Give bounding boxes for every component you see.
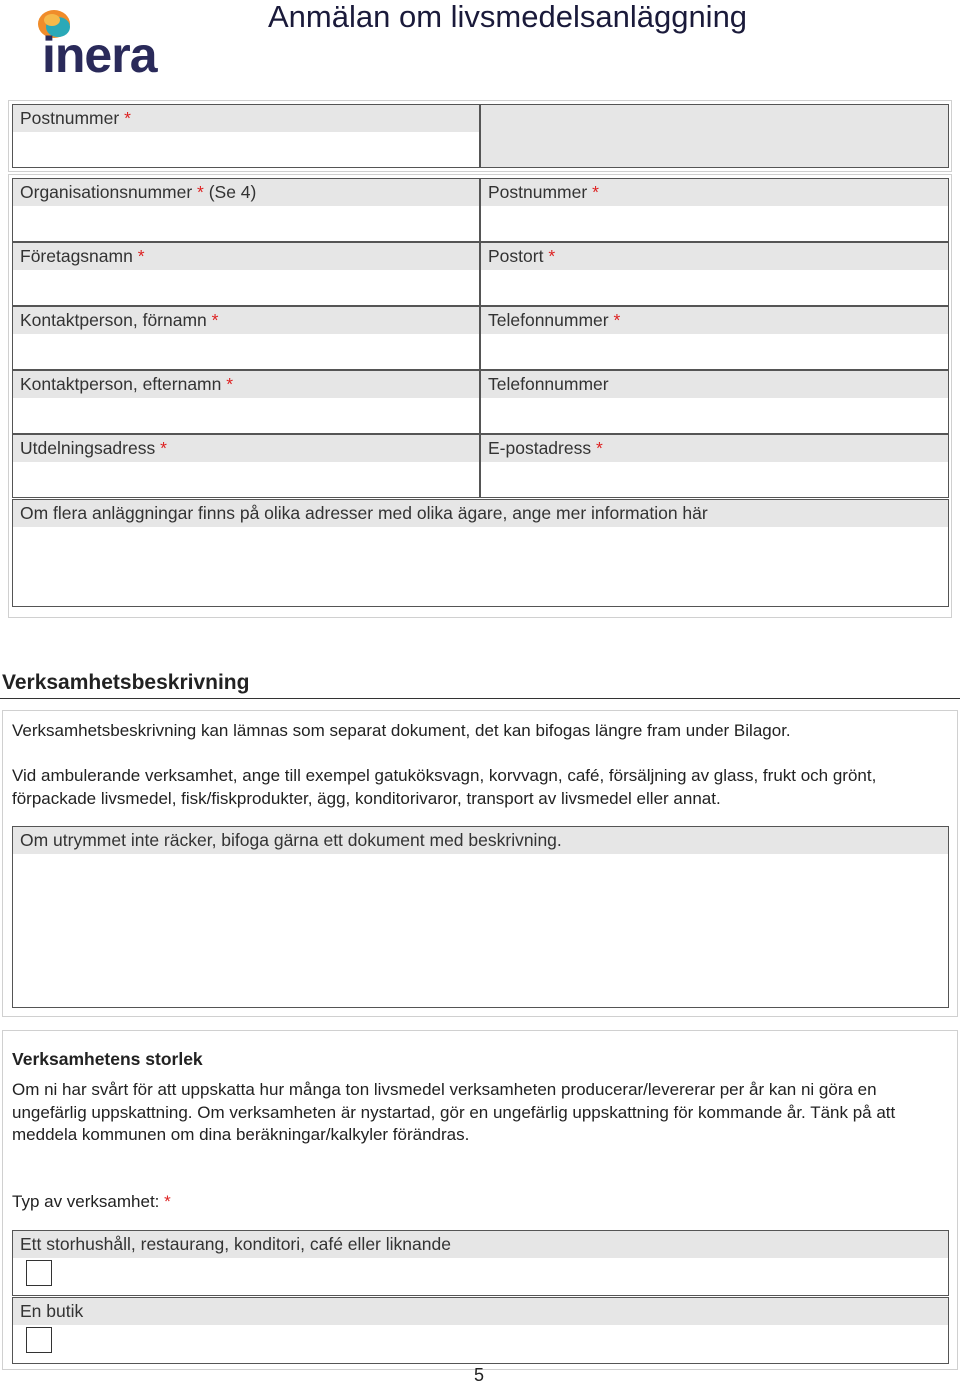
kontaktperson-fornamn-field[interactable]	[12, 306, 480, 370]
description-textarea[interactable]	[12, 826, 949, 1008]
foretagsnamn-field[interactable]	[12, 242, 480, 306]
field-label: Organisationsnummer * (Se 4)	[13, 179, 479, 206]
size-heading: Verksamhetens storlek	[12, 1049, 203, 1069]
option-restaurant-row[interactable]	[12, 1230, 949, 1296]
field-label: Om utrymmet inte räcker, bifoga gärna ett dokument med beskrivning.	[13, 827, 948, 854]
field-label: Kontaktperson, förnamn *	[13, 307, 479, 334]
size-text: Om ni har svårt för att uppskatta hur många ton livsmedel verksamheten producerar/levererar per år kan ni göra en ungefärlig uppskattning. Om verksamheten är nystartad, gör en ungefärlig uppskattning för kommande år. Tänk på att meddela kommunen om dina beräkningar/kalkyler förändras.	[12, 1080, 896, 1144]
option-label: En butik	[13, 1298, 948, 1325]
telefonnummer-field[interactable]	[480, 370, 949, 434]
description-intro: Verksamhetsbeskrivning kan lämnas som separat dokument, det kan bifogas längre fram under Bilagor.	[12, 721, 791, 740]
divider	[0, 698, 960, 699]
field-label: Postnummer *	[13, 105, 479, 132]
option-butik-row[interactable]	[12, 1297, 949, 1364]
utdelningsadress-field[interactable]	[12, 434, 480, 498]
field-label: Kontaktperson, efternamn *	[13, 371, 479, 398]
page-number: 5	[474, 1365, 485, 1385]
document-title: Anmälan om livsmedelsanläggning	[268, 0, 748, 34]
description-mobile-note: Vid ambulerande verksamhet, ange till exempel gatuköksvagn, korvvagn, café, försäljning av glass, frukt och grönt, förpackade livsmedel, fisk/fiskprodukter, ägg, konditorivaror, transport av livsmedel eller annat.	[12, 766, 877, 808]
type-label: Typ av verksamhet: *	[12, 1192, 171, 1211]
field-label: Företagsnamn *	[13, 243, 479, 270]
kontaktperson-efternamn-field[interactable]	[12, 370, 480, 434]
postort-field[interactable]	[480, 242, 949, 306]
epostadress-field[interactable]	[480, 434, 949, 498]
field-label: Telefonnummer	[481, 371, 948, 398]
restaurant-checkbox[interactable]	[26, 1260, 52, 1286]
field-label: Postnummer *	[481, 179, 948, 206]
field-label: Utdelningsadress *	[13, 435, 479, 462]
section-heading-description: Verksamhetsbeskrivning	[2, 671, 250, 694]
logo-text: inera	[42, 27, 157, 83]
option-label: Ett storhushåll, restaurang, konditori, café eller liknande	[13, 1231, 948, 1258]
butik-checkbox[interactable]	[26, 1327, 52, 1353]
field-label: Telefonnummer *	[481, 307, 948, 334]
telefonnummer-required-field[interactable]	[480, 306, 949, 370]
field-label: Om flera anläggningar finns på olika adresser med olika ägare, ange mer information här	[13, 500, 948, 527]
postnummer-field[interactable]	[480, 178, 949, 242]
field-label: E-postadress *	[481, 435, 948, 462]
field-label: Postort *	[481, 243, 948, 270]
multi-address-textarea[interactable]	[12, 499, 949, 607]
organisationsnummer-field[interactable]	[12, 178, 480, 242]
blank-cell	[480, 104, 949, 168]
postnummer-field-top[interactable]	[12, 104, 480, 168]
